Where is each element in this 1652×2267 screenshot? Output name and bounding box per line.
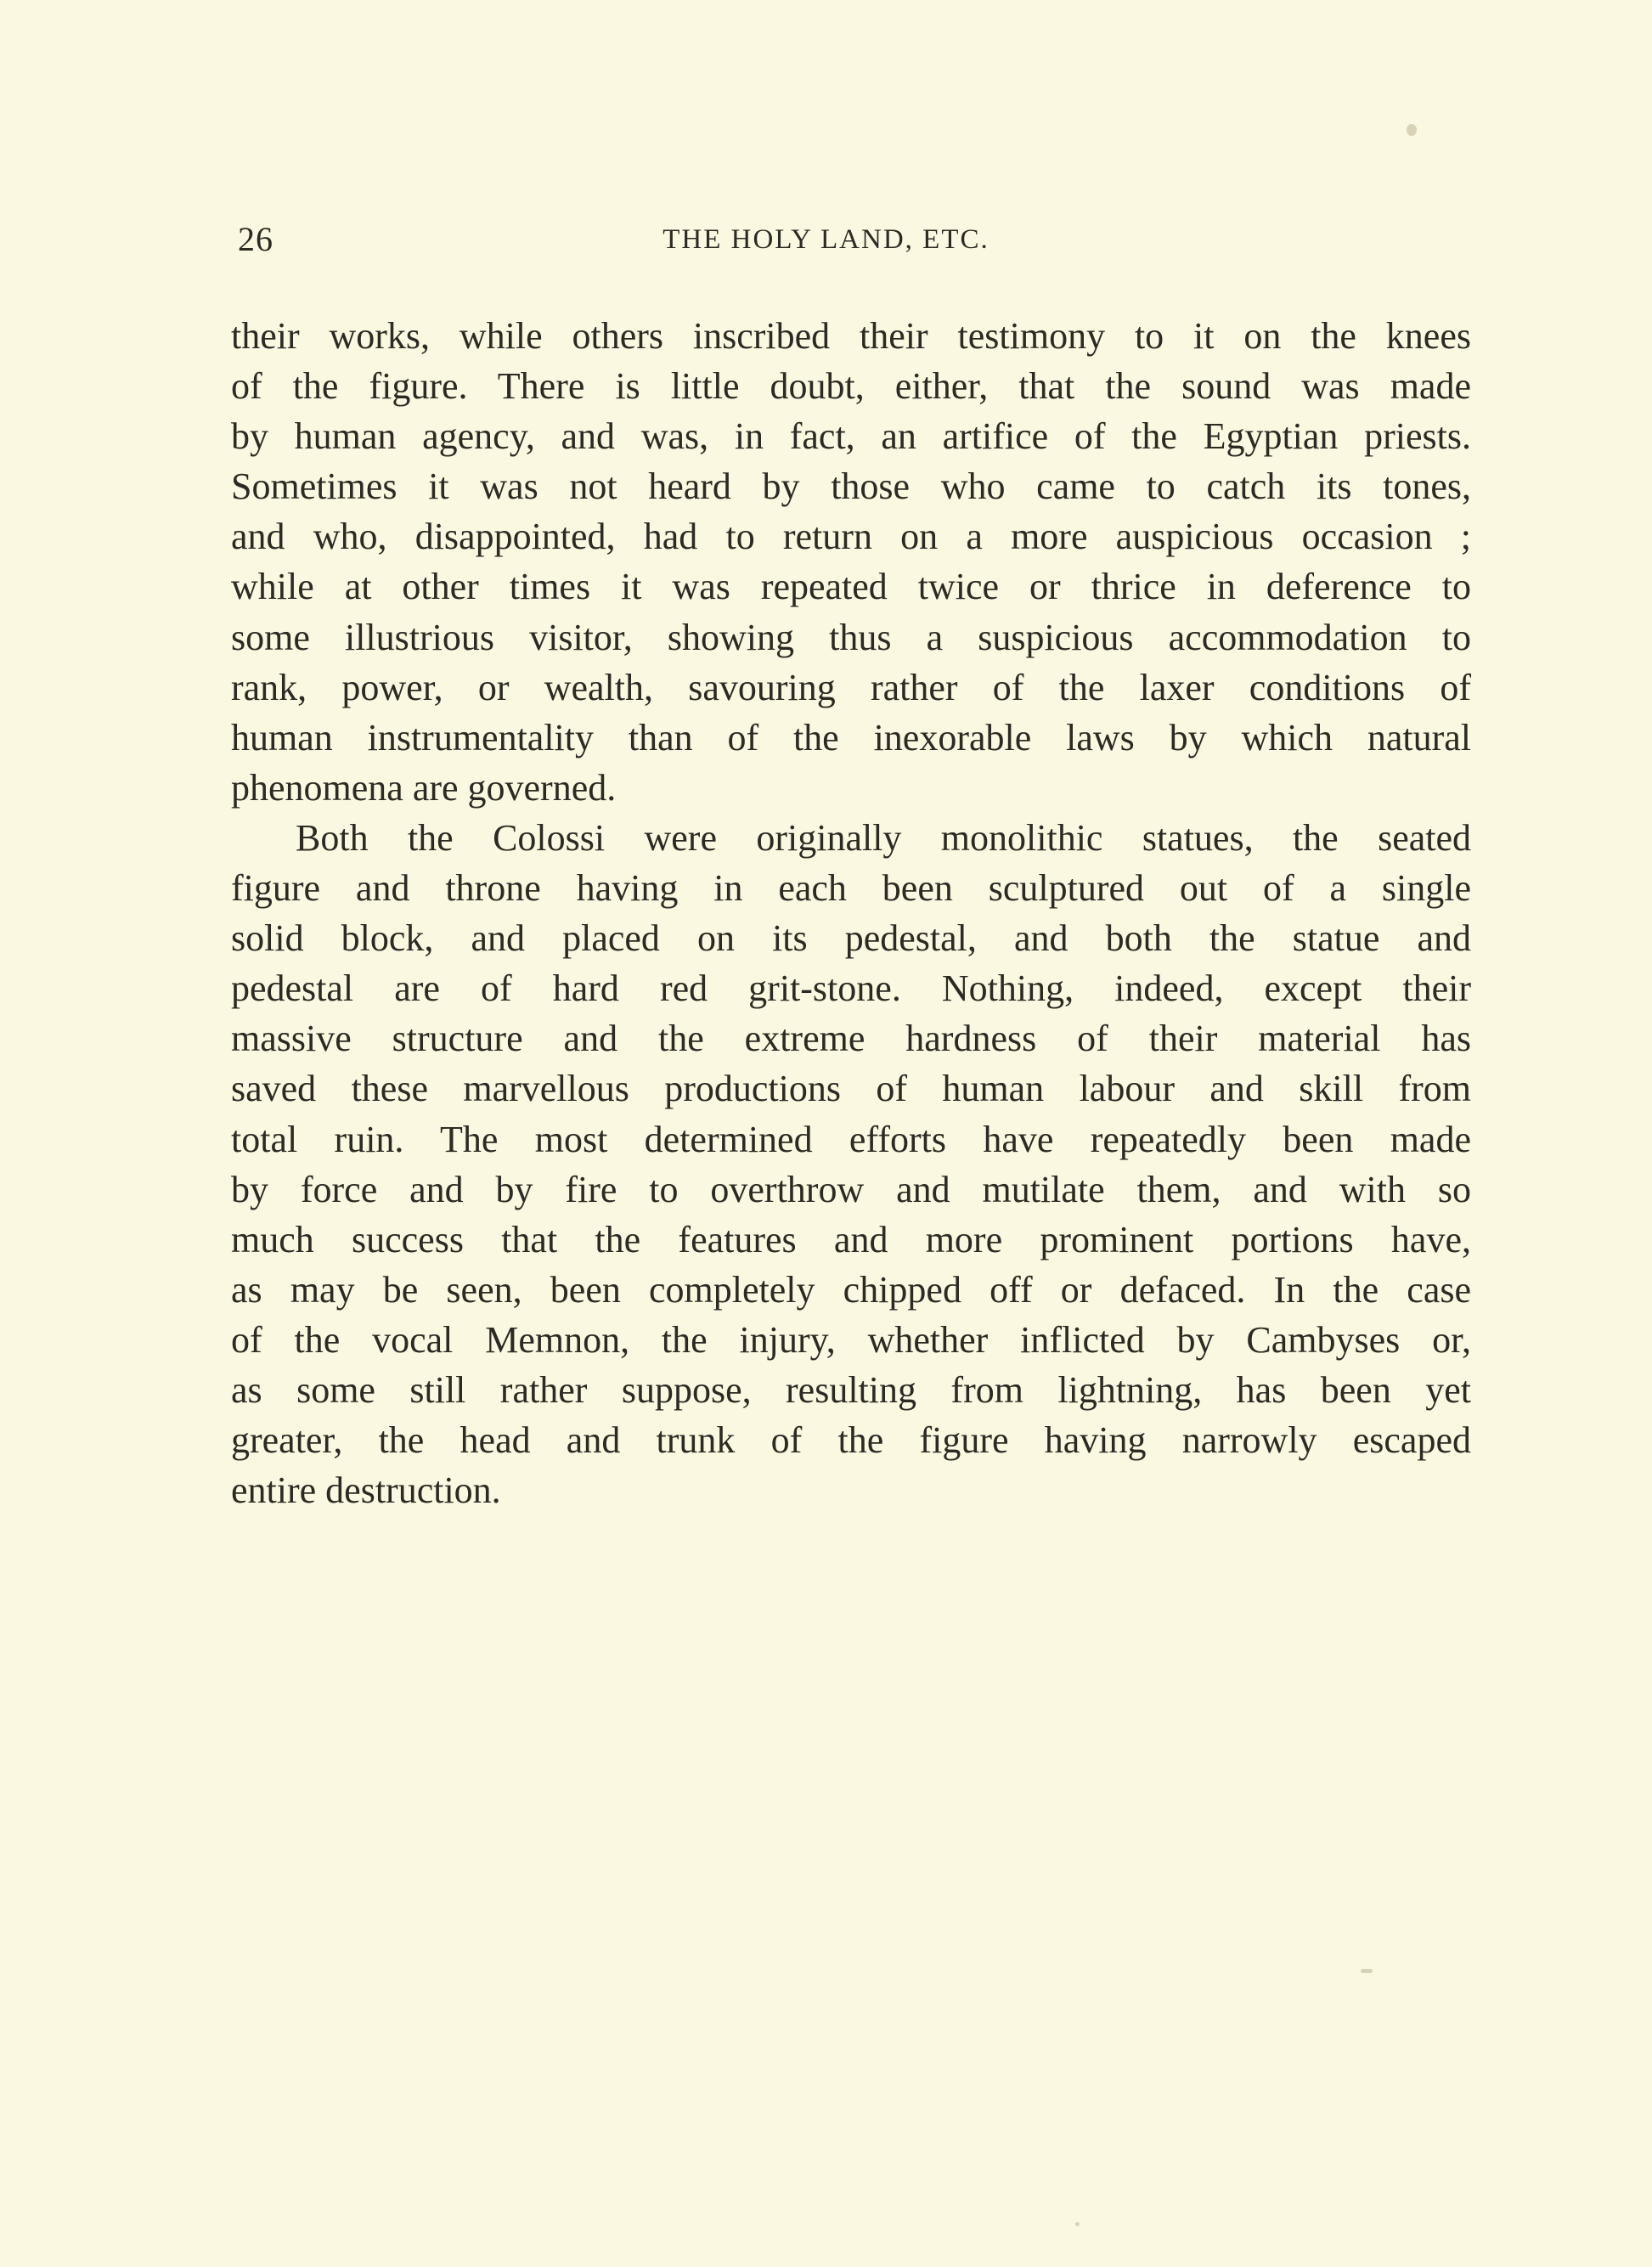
text-line: solid block, and placed on its pedestal, and both the statue and bbox=[231, 917, 1471, 960]
text-line: while at other times it was repeated twice or thrice in deference to bbox=[231, 566, 1471, 608]
text-line: of the vocal Memnon, the injury, whether inflicted by Cambyses or, bbox=[231, 1318, 1471, 1361]
text-line: phenomena are governed. bbox=[231, 766, 617, 809]
text-line: by human agency, and was, in fact, an artifice of the Egyptian priests. bbox=[231, 415, 1471, 458]
page-number: 26 bbox=[238, 220, 273, 258]
text-line: much success that the features and more prominent portions have, bbox=[231, 1218, 1471, 1260]
text-line: entire destruction. bbox=[231, 1469, 501, 1512]
text-line: some illustrious visitor, showing thus a suspicious accommodation to bbox=[231, 616, 1471, 658]
text-line: massive structure and the extreme hardness of their material has bbox=[231, 1018, 1471, 1060]
paragraph-1 bbox=[231, 311, 1471, 813]
text-line: of the figure. There is little doubt, either, that the sound was made bbox=[231, 365, 1471, 408]
text-line: saved these marvellous productions of human labour and skill from bbox=[231, 1068, 1471, 1110]
text-line: Both the Colossi were originally monolithic statues, the seated bbox=[296, 816, 1471, 859]
text-line: by force and by fire to overthrow and mutilate them, and with so bbox=[231, 1168, 1471, 1210]
text-line: rank, power, or wealth, savouring rather of the laxer conditions of bbox=[231, 666, 1471, 708]
text-line: pedestal are of hard red grit-stone. Nothing, indeed, except their bbox=[231, 967, 1471, 1010]
text-line: their works, while others inscribed their testimony to it on the knees bbox=[231, 315, 1471, 357]
text-line: greater, the head and trunk of the figure having narrowly escaped bbox=[231, 1419, 1471, 1462]
running-head: THE HOLY LAND, ETC. bbox=[662, 224, 990, 255]
paper-speck bbox=[1075, 2222, 1080, 2226]
paper-speck bbox=[1407, 124, 1417, 136]
text-line: Sometimes it was not heard by those who came to catch its tones, bbox=[231, 465, 1471, 508]
text-line: human instrumentality than of the inexorable laws by which natural bbox=[231, 716, 1471, 758]
text-line: as may be seen, been completely chipped off or defaced. In the case bbox=[231, 1268, 1471, 1311]
body-text bbox=[231, 311, 1471, 1515]
text-line: as some still rather suppose, resulting from lightning, has been yet bbox=[231, 1368, 1471, 1411]
paragraph-2 bbox=[231, 813, 1471, 1515]
text-line: total ruin. The most determined efforts have repeatedly been made bbox=[231, 1118, 1471, 1160]
text-line: figure and throne having in each been sculptured out of a single bbox=[231, 867, 1471, 910]
text-line: and who, disappointed, had to return on a more auspicious occasion ; bbox=[231, 516, 1471, 558]
paper-speck bbox=[1361, 1969, 1373, 1973]
